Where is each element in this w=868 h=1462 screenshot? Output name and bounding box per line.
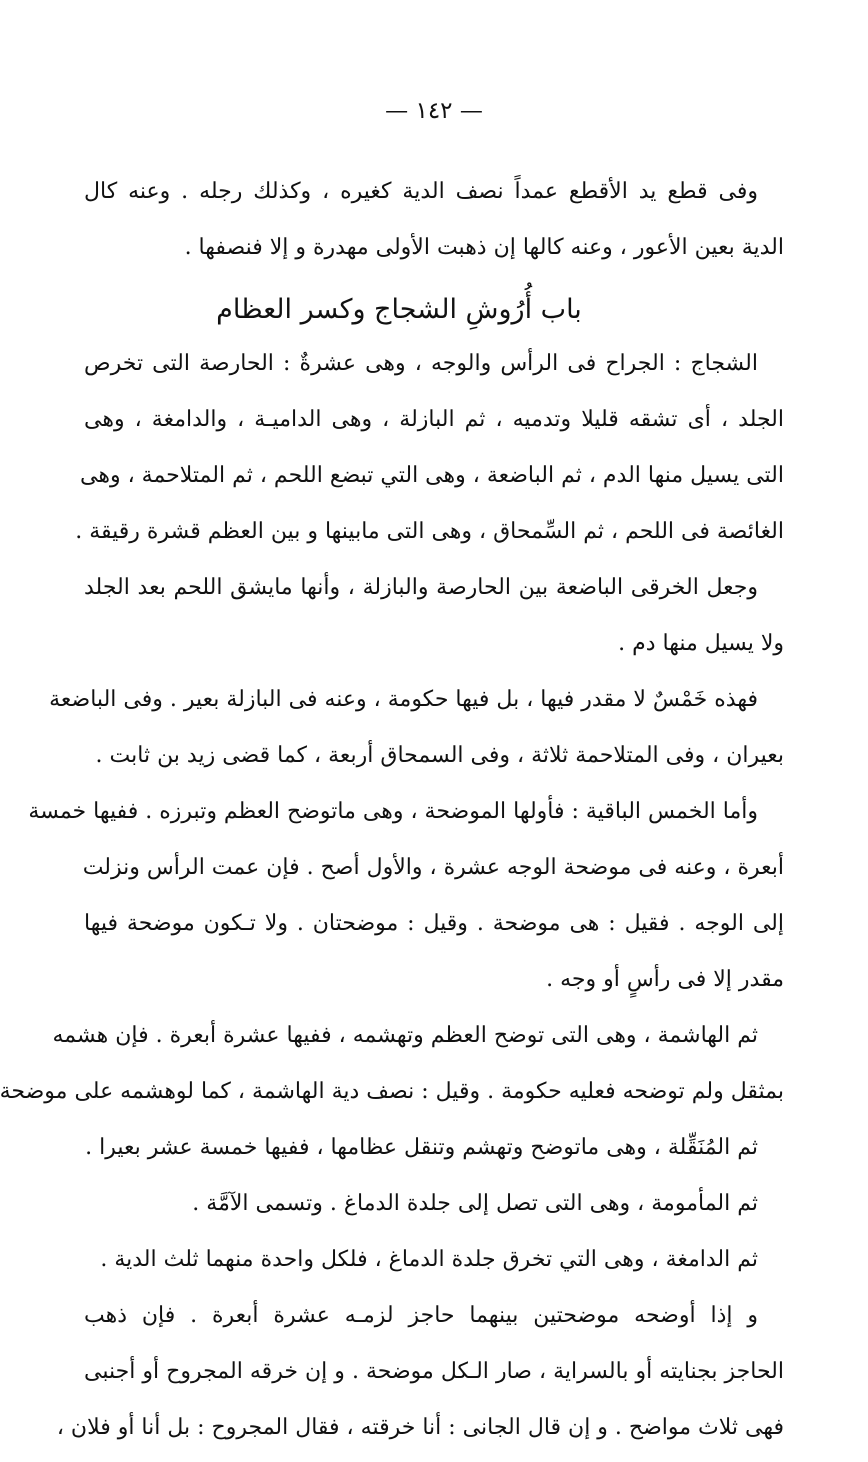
main-text [0,170,784,1462]
text-line: ثم الهاشمة ، وهى التى توضح العظم وتهشمه ، ففيها عشرة أبعرة . فإن هشمه [52,1023,758,1048]
text-line: فهذه خَمْسٌ لا مقدر فيها ، بل فيها حكومة ، وعنه فى البازلة بعير . وفى الباضعة [49,687,758,712]
text-line: وفى قطع يد الأقطع عمداً نصف الدية كغيره ، وكذلك رجله . وعنه كال [84,179,758,204]
page-number: — ١٤٢ — [385,98,483,124]
text-line: بعيران ، وفى المتلاحمة ثلاثة ، وفى السمحاق أربعة ، كما قضى زيد بن ثابت . [95,743,784,768]
text-line: التى يسيل منها الدم ، ثم الباضعة ، وهى التي تبضع اللحم ، ثم المتلاحمة ، وهى [80,463,784,488]
text-line: الجلد ، أى تشقه قليلا وتدميه ، ثم البازلة ، وهى الداميـة ، والدامغة ، وهى [84,407,784,432]
text-line: و إذا أوضحه موضحتين بينهما حاجز لزمـه عشرة أبعرة . فإن ذهب [84,1303,758,1328]
text-line: ثم المُنَقِّلة ، وهى ماتوضح وتهشم وتنقل عظامها ، ففيها خمسة عشر بعيرا . [85,1135,758,1160]
text-line: وأما الخمس الباقية : فأولها الموضحة ، وهى ماتوضح العظم وتبرزه . ففيها خمسة [28,799,758,824]
text-line: وجعل الخرقى الباضعة بين الحارصة والبازلة ، وأنها مايشق اللحم بعد الجلد [84,575,758,600]
text-line: ثم المأمومة ، وهى التى تصل إلى جلدة الدماغ . وتسمى الآمَّة . [192,1191,758,1216]
text-line: مقدر إلا فى رأسٍ أو وجه . [546,967,784,992]
section-title: باب أُرُوشِ الشجاج وكسر العظام [216,294,582,325]
text-line: إلى الوجه . فقيل : هى موضحة . وقيل : موضحتان . ولا تـكون موضحة فيها [84,911,784,936]
text-line: ثم الدامغة ، وهى التي تخرق جلدة الدماغ ، فلكل واحدة منهما ثلث الدية . [100,1247,758,1272]
text-line: الشجاج : الجراح فى الرأس والوجه ، وهى عشرةٌ : الحارصة التى تخرص [84,351,758,376]
text-line: أبعرة ، وعنه فى موضحة الوجه عشرة ، والأول أصح . فإن عمت الرأس ونزلت [82,855,784,880]
text-line: بمثقل ولم توضحه فعليه حكومة . وقيل : نصف دية الهاشمة ، كما لوهشمه على موضحة [0,1079,784,1104]
text-line: ولا يسيل منها دم . [618,631,784,656]
text-line: الغائصة فى اللحم ، ثم السِّمحاق ، وهى التى مابينها و بين العظم قشرة رقيقة . [75,519,784,544]
text-line: الدية بعين الأعور ، وعنه كالها إن ذهبت الأولى مهدرة و إلا فنصفها . [184,235,784,260]
text-line: الحاجز بجنايته أو بالسراية ، صار الـكل موضحة . و إن خرقه المجروح أو أجنبى [84,1359,784,1384]
text-line: فهى ثلاث مواضح . و إن قال الجانى : أنا خرقته ، فقال المجروح : بل أنا أو فلان ، [56,1415,784,1440]
